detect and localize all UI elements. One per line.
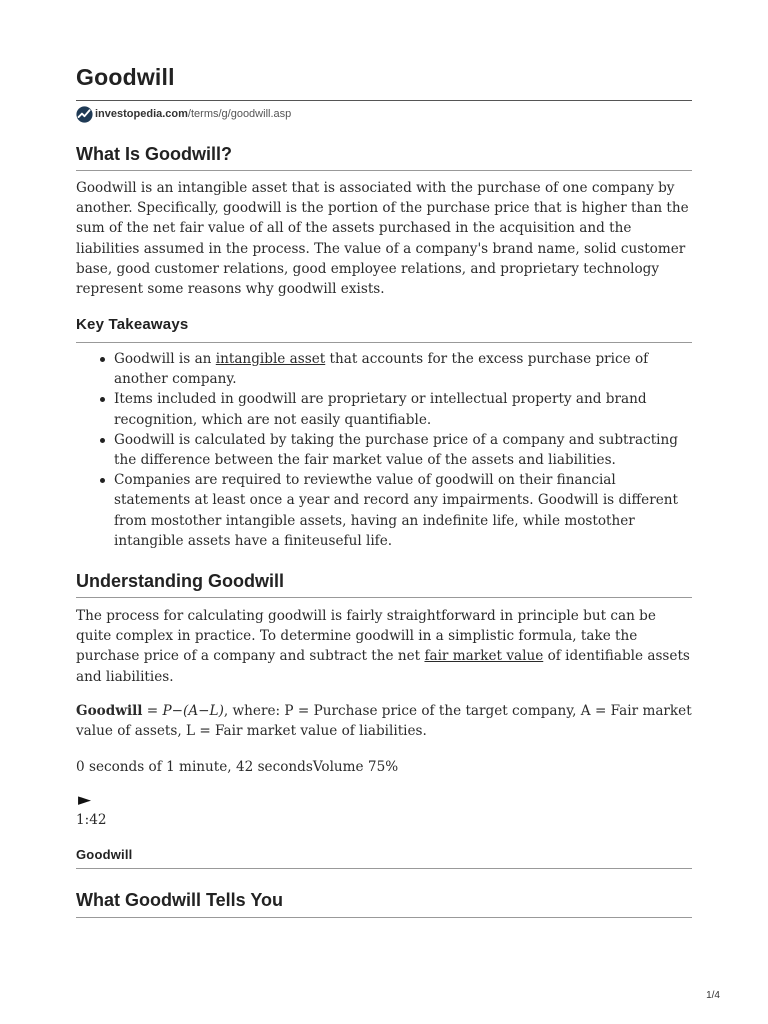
formula-expression: P−(A−L) bbox=[162, 703, 224, 719]
section-divider bbox=[76, 917, 692, 918]
page-title: Goodwill bbox=[76, 64, 175, 90]
source-domain: investopedia.com bbox=[95, 108, 188, 120]
what-is-goodwill-paragraph: Goodwill is an intangible asset that is associated with the purchase of one company by another. Specifically, goodwill is the portion of the purchase price that is higher than the sum of the net fair value of all of the assets purchased in the acquisition and the liabilities assumed in the process. The value of a company's brand name, solid customer base, good customer relations, good employee relations, and proprietary technology represent some reasons why goodwill exists. bbox=[76, 180, 689, 298]
play-icon[interactable]: ► bbox=[78, 790, 92, 810]
title-divider bbox=[76, 100, 692, 101]
formula-equals: = bbox=[142, 703, 163, 719]
goodwill-formula bbox=[76, 701, 692, 741]
section-heading-what-is-goodwill: What Is Goodwill? bbox=[76, 144, 232, 164]
understanding-goodwill-paragraph bbox=[76, 606, 692, 687]
key-takeaways-divider bbox=[76, 342, 692, 343]
key-takeaways-list bbox=[76, 349, 692, 551]
source-path: /terms/g/goodwill.asp bbox=[187, 108, 292, 120]
video-duration: 1:42 bbox=[76, 812, 107, 828]
key-takeaway-item: Items included in goodwill are proprietary or intellectual property and brand recognition, which are not easily quantifiable. bbox=[76, 389, 692, 429]
key-takeaway-item: Companies are required to reviewthe value of goodwill on their financial statements at least once a year and record any impairments. Goodwill is different from mostother intangible assets, having an indefinite life, while mostother intangible assets have a finiteuseful life. bbox=[76, 470, 692, 551]
intangible-asset-link[interactable]: intangible asset bbox=[215, 351, 326, 367]
video-caption: Goodwill bbox=[76, 847, 133, 862]
investopedia-logo-icon bbox=[76, 106, 93, 123]
key-takeaway-text: Goodwill is an bbox=[114, 351, 216, 367]
formula-label: Goodwill bbox=[76, 703, 143, 719]
fair-market-value-link[interactable]: fair market value bbox=[424, 648, 544, 665]
video-caption-divider bbox=[76, 868, 692, 869]
section-divider bbox=[76, 170, 692, 171]
key-takeaway-item bbox=[76, 349, 692, 389]
section-heading-understanding-goodwill: Understanding Goodwill bbox=[76, 571, 284, 591]
understanding-text: of identifiable assets and liabilities. bbox=[76, 648, 690, 685]
source-url[interactable] bbox=[76, 105, 291, 123]
key-takeaway-text: that accounts for the excess purchase price of another company. bbox=[114, 351, 649, 388]
understanding-text: The process for calculating goodwill is fairly straightforward in principle but can be quite complex in practice. To determine goodwill in a simplistic formula, take the purchase price of a company and subtract the net bbox=[76, 608, 656, 665]
key-takeaway-item: Goodwill is calculated by taking the purchase price of a company and subtracting the difference between the fair market value of the assets and liabilities. bbox=[76, 430, 692, 470]
formula-definitions: , where: P = Purchase price of the target company, A = Fair market value of assets, L = Fair market value of liabilities. bbox=[76, 703, 692, 740]
video-status-text: 0 seconds of 1 minute, 42 secondsVolume 75% bbox=[76, 759, 399, 775]
section-divider bbox=[76, 597, 692, 598]
page-number: 1/4 bbox=[706, 990, 720, 1001]
section-heading-what-goodwill-tells-you: What Goodwill Tells You bbox=[76, 890, 283, 910]
key-takeaways-heading: Key Takeaways bbox=[76, 316, 189, 333]
